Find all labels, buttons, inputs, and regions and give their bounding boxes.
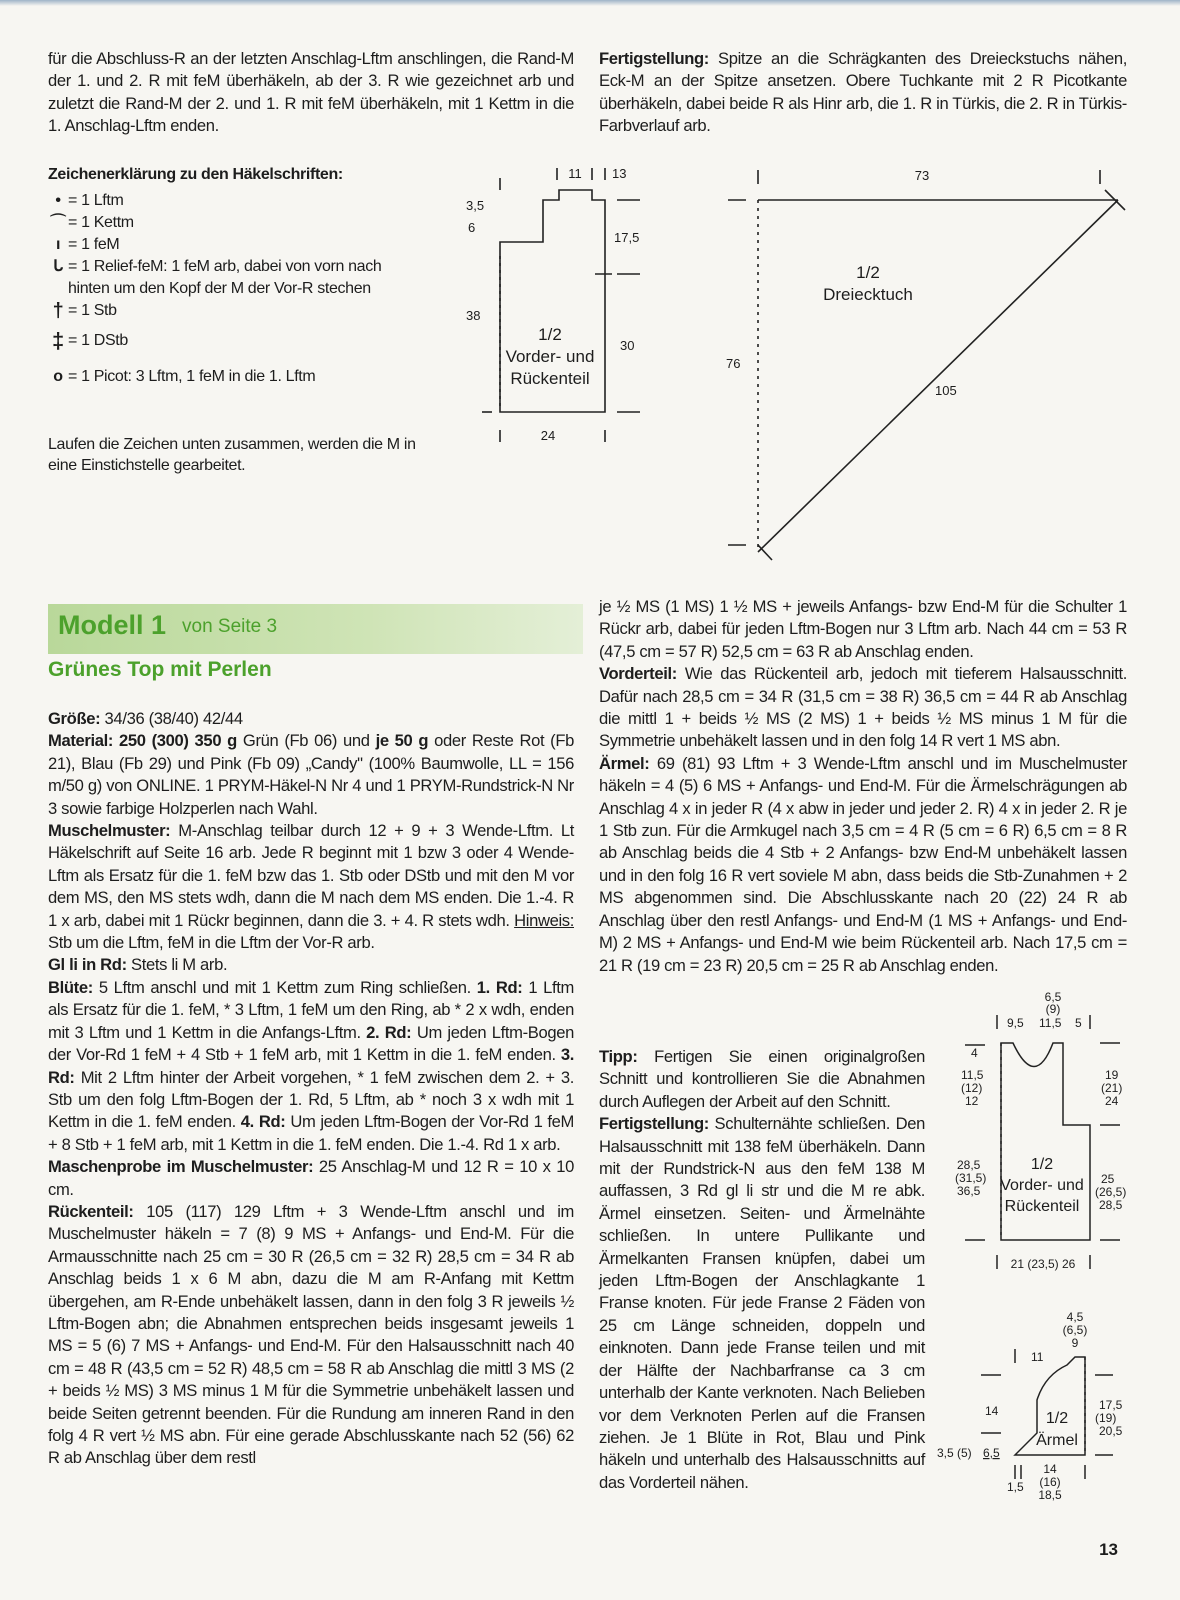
dim-label: (12) — [961, 1081, 983, 1095]
dim-label: 13 — [612, 166, 627, 181]
dim-label: 21 (23,5) 26 — [1010, 1257, 1076, 1271]
model-title: Modell 1 — [58, 610, 167, 640]
dim-label: 4 — [971, 1046, 978, 1060]
legend-item: • = 1 Lftm — [48, 190, 468, 212]
dim-label: 24 — [1105, 1094, 1119, 1108]
legend-item: o = 1 Picot: 3 Lftm, 1 feM in die 1. Lftm — [48, 366, 468, 388]
paragraph-back-cont: je ½ MS (1 MS) 1 ½ MS + jeweils Anfangs- bzw End-M für die Schulter 1 Rückr arb, dabei für jeden Lftm-Bogen nur 3 Lftm arb. Nach 44 cm = 53 R (47,5 cm = 57 R) 52,5 cm = 63 R ab Anschlag enden. — [599, 597, 1127, 661]
diagram-title: 1/2 — [538, 325, 562, 344]
dim-label: 14 — [985, 1404, 999, 1418]
double-crochet-icon: † — [52, 300, 64, 322]
diagram-title: Vorder- und — [505, 347, 595, 366]
legend-item: ᒐ = 1 Relief-feM: 1 feM arb, dabei von vorn nach hinten um den Kopf der M der Vor-R stechen — [48, 256, 468, 300]
chain-stitch-dot-icon: • — [55, 192, 61, 209]
paragraph-back: Rückenteil: 105 (117) 129 Lftm + 3 Wende-Lftm anschl und im Muschelmuster häkeln = 7 (8) 9 MS + Anfangs- und End-M. Für die Armausschnitte nach 25 cm = 30 R (26,5 cm = 32 R) 28,5 cm = 34 R ab Anschlag beids 1 x 6 M abn, dazu die M am R-Anfang mit Kettm übergehen, am R-Ende unbehäkelt lassen, dann in den folg 3 R jeweils ½ Lftm-Bogen abn; die Abnahmen entsprechen beids insgesamt jeweils 1 MS = 5 (6) 7 MS + Anfangs- und End-M. Für den Halsausschnitt nach 40 cm = 48 R (43,5 cm = 52 R) 48,5 cm = 58 R ab Anschlag die mittl 3 MS (2 + beids ½ MS) 3 MS minus 1 M für die Symmetrie unbehäkelt lassen und beide Seiten getrennt beenden. Für die Rundung am inneren Rand in den folg 4 R vert ½ MS abn. Für eine gerade Abschlusskante nach 52 (56) 62 R ab Anschlag über dem restl — [48, 1201, 574, 1468]
dim-label: 38 — [466, 308, 481, 323]
dim-label: 11,5 — [1039, 1016, 1062, 1030]
legend-item: ⌒ = 1 Kettm — [48, 212, 468, 234]
dim-label: 28,5 — [1099, 1198, 1123, 1212]
dim-label: 5 — [1075, 1016, 1082, 1030]
dim-label: 6 — [468, 220, 476, 235]
diagram-title: Rückenteil — [510, 369, 590, 388]
triangle-diagonal — [758, 200, 1118, 552]
dim-label: 11 — [568, 166, 582, 181]
paragraph-flower: Blüte: 5 Lftm anschl und mit 1 Kettm zum Ring schließen. 1. Rd: 1 Lftm als Ersatz für die 1. feM, * 3 Lftm, 1 feM um den Ring, ab * 2 x wdh, enden mit 3 Lftm und 1 Kettm in die Anfangs-Lftm. 2. Rd: Um jeden Lftm-Bogen der Vor-Rd 1 feM + 4 Stb + 1 feM arb, mit 1 Kettm in die 1. feM enden. 3. Rd: Mit 2 Lftm hinter der Arbeit vorgehen, * 1 feM zwischen dem 2. + 3. Stb um den folg Lftm-Bogen der 1. Rd, 5 Lftm, ab * noch 3 x wdh mit 1 Kettm in die 1. feM enden. 4. Rd: Um jeden Lftm-Bogen der Vor-Rd 1 feM + 8 Stb + 1 feM arb, mit 1 Kettm in die 1. feM enden. Die 1.-4. Rd 1 x arb. — [48, 977, 574, 1154]
legend-item: ‡ = 1 DStb — [48, 330, 468, 352]
picot-ring-icon: o — [53, 368, 63, 385]
dim-label: 36,5 — [957, 1184, 981, 1198]
dim-label: 14 — [1043, 1462, 1057, 1476]
dim-label: 30 — [620, 338, 635, 353]
dim-label: (9) — [1045, 1002, 1061, 1016]
right-instructions-bottom — [599, 1046, 925, 1494]
dim-label: 11 — [1031, 1350, 1044, 1364]
slip-stitch-arc-icon: ⌒ — [50, 214, 66, 231]
triangle-shawl-diagram — [700, 160, 1140, 580]
dim-label: 4,5 — [1066, 1310, 1084, 1324]
diagram-title: 1/2 — [1030, 1156, 1054, 1173]
paragraph-shell-pattern: Muschelmuster: M-Anschlag teilbar durch 12 + 9 + 3 Wende-Lftm. Lt Häkelschrift auf Seite 16 arb. Jede R beginnt mit 1 bzw 3 oder 4 Wende-Lftm als Ersatz für die 1. feM bzw das 1. Stb oder DStb und mit den M vor dem MS, den MS stets wdh, dann die M nach dem MS enden. Die 1.-4. R 1 x arb, dabei mit 1 Rückr beginnen, dann die 3. + 4. R stets wdh. Hinweis: Stb um die Lftm, feM in die Lftm der Vor-R arb. — [48, 821, 574, 953]
single-crochet-bar-icon: ı — [55, 236, 61, 253]
dim-label: (16) — [1039, 1475, 1061, 1489]
finishing-label: Fertigstellung: — [599, 49, 709, 68]
paragraph-sleeve: Ärmel: 69 (81) 93 Lftm + 3 Wende-Lftm anschl und im Muschelmuster häkeln = 4 (5) 6 MS + Anfangs- und End-M. Für die Ärmelschrägungen ab Anschlag 4 x in jeder R (4 x abw in jeder und jeder 2. R) 4 x in jeder 2. R je 1 Stb zun. Für die Armkugel nach 3,5 cm = 4 R (5 cm = 6 R) 6,5 cm = 8 R ab Anschlag beids die 4 Stb + 2 Anfangs- bzw End-M unbehäkelt lassen und in den folg 16 R vert soviele M abn, dass beids die Stb-Zunahmen + 2 MS abgenommen sind. Die Abschlusskante nach 20 (22) 24 R ab Anschlag über den restl Anfangs- und End-M (1 MS + Anfangs- und End-M) 2 MS + Anfangs- und End-M wie beim Rückenteil arb. Nach 17,5 cm = 21 R (19 cm = 23 R) 20,5 cm = 25 R ab Anschlag enden. — [599, 753, 1127, 975]
right-instructions-top — [599, 596, 1127, 977]
legend-title: Zeichenerklärung zu den Häkelschriften: — [48, 166, 343, 183]
dim-label: 28,5 — [957, 1158, 981, 1172]
legend-item: † = 1 Stb — [48, 300, 468, 322]
dim-label: 76 — [726, 356, 741, 371]
model-subtitle: von Seite 3 — [182, 616, 278, 637]
paragraph-material: Material: 250 (300) 350 g Grün (Fb 06) und je 50 g oder Reste Rot (Fb 21), Blau (Fb 29) und Pink (Fb 09) „Candy" (100% Baumwolle, LL = 156 m/50 g) von ONLINE. 1 PRYM-Häkel-N Nr 4 und 1 PRYM-Rundstrick-N Nr 3 sowie farbige Holzperlen nach Wahl. — [48, 731, 575, 818]
dim-label: (31,5) — [955, 1171, 987, 1185]
dim-label: (6,5) — [1062, 1323, 1088, 1337]
diagram-title: Vorder- und — [1000, 1177, 1084, 1194]
page-number: 13 — [1099, 1540, 1118, 1559]
model-banner — [48, 604, 583, 654]
dim-label: 105 — [935, 383, 957, 398]
dim-label: 73 — [914, 168, 930, 183]
legend-note: Laufen die Zeichen unten zusammen, werden die M in eine Einstichstelle gearbeitet. — [48, 436, 416, 474]
diagram-title: 1/2 — [1045, 1410, 1069, 1427]
dim-label: 9,5 — [1007, 1016, 1024, 1030]
intro-left — [48, 48, 574, 138]
paragraph-size: Größe: 34/36 (38/40) 42/44 — [48, 709, 243, 728]
relief-stitch-icon: ᒐ — [53, 258, 63, 275]
dim-label: 3,5 — [466, 198, 485, 213]
page-top-edge — [0, 0, 1180, 6]
paragraph-tip: Tipp: Fertigen Sie einen originalgroßen Schnitt und kontrollieren Sie die Abnahmen durch Auflegen der Arbeit auf den Schnitt. — [599, 1047, 925, 1111]
finishing-text: Spitze an die Schrägkanten des Dreieckstuchs nähen, Eck-M an der Spitze ansetzen. Obere Tuchkante mit 2 R Picotkante überhäkeln, dabei beide R als Hinr arb, die 1. R in Türkis, die 2. R in Türkis-Farbverlauf arb. — [599, 49, 1127, 136]
dim-label: (19) — [1095, 1411, 1117, 1425]
paragraph-gauge: Maschenprobe im Muschelmuster: 25 Anschlag-M und 12 R = 10 x 10 cm. — [48, 1157, 574, 1199]
intro-right — [599, 48, 1127, 138]
legend-item: ı = 1 feM — [48, 234, 468, 256]
paragraph-purl-round: Gl li in Rd: Stets li M arb. — [48, 955, 228, 975]
dim-label: 12 — [965, 1094, 979, 1108]
dim-label: 9 — [1071, 1336, 1079, 1350]
dim-label: 6,5 — [1044, 990, 1062, 1004]
intro-right-paragraph — [599, 48, 1127, 138]
dim-label: 6,5 — [983, 1446, 1000, 1460]
dim-label: 20,5 — [1099, 1424, 1123, 1438]
dim-label: 25 — [1101, 1172, 1115, 1186]
dim-label: 17,5 — [1099, 1398, 1123, 1412]
symbol-legend — [48, 164, 468, 388]
left-instructions — [48, 708, 574, 1470]
diagram-title: Ärmel — [1036, 1432, 1078, 1449]
model-name: Grünes Top mit Perlen — [48, 658, 272, 681]
treble-crochet-icon: ‡ — [52, 328, 64, 353]
dim-label: 17,5 — [614, 230, 640, 245]
diagram-title: Rückenteil — [1004, 1198, 1080, 1215]
dim-label: 1,5 — [1007, 1480, 1024, 1494]
body-schematic-diagram — [462, 160, 652, 450]
diagram-title: 1/2 — [856, 263, 880, 282]
dim-label: 19 — [1105, 1068, 1119, 1082]
dim-label: (26,5) — [1095, 1185, 1127, 1199]
intro-left-text: für die Abschluss-R an der letzten Anschlag-Lftm anschlingen, die Rand-M der 1. und 2. R mit feM überhäkeln, ab der 3. R wie gezeichnet arb und zuletzt die Rand-M der 2. und 1. R mit feM überhäkeln, mit 1 Kettm in die 1. Anschlag-Lftm enden. — [48, 49, 574, 136]
dim-label: 3,5 (5) — [937, 1446, 972, 1460]
dim-label: 18,5 — [1038, 1488, 1062, 1502]
dim-label: (21) — [1101, 1081, 1123, 1095]
dim-label: 24 — [540, 428, 556, 443]
sleeve-schematic-diagram — [935, 1305, 1130, 1530]
body-schematic-small — [935, 985, 1130, 1285]
dim-label: 11,5 — [961, 1068, 984, 1082]
paragraph-front: Vorderteil: Wie das Rückenteil arb, jedoch mit tieferem Halsausschnitt. Dafür nach 28,5 cm = 34 R (31,5 cm = 38 R) 36,5 cm = 44 R ab Anschlag die mittl 1 + beids ½ MS (2 MS) 1 + beids ½ MS minus 1 M für die Symmetrie unbehäkelt lassen und in den folg 14 R vert 1 MS abn. — [599, 664, 1127, 751]
paragraph-finishing: Fertigstellung: Schulternähte schließen. Den Halsausschnitt mit 138 feM überhäkeln. Dann mit der Rundstrick-N aus den feM 138 M auffassen, 3 Rd gl li str und die M re abk. Ärmel einsetzen. Seiten- und Ärmelnähte schließen. In untere Pullikante und Ärmelkanten Fransen knüpfen, dabei um jeden Lftm-Bogen der Anschlagkante 1 Franse knoten. Für jede Franse 2 Fäden von 25 cm Länge schneiden, doppeln und einknoten. Dann jede Franse teilen und mit der Hälfte der Nachbarfranse ca 3 cm unterhalb der Kante verknoten. Nach Belieben vor dem Verknoten Perlen auf die Fransen ziehen. Je 1 Blüte in Rot, Blau und Pink häkeln und unterhalb des Halsausschnitts auf das Vorderteil nähen. — [599, 1114, 925, 1492]
diagram-title: Dreiecktuch — [823, 285, 913, 304]
